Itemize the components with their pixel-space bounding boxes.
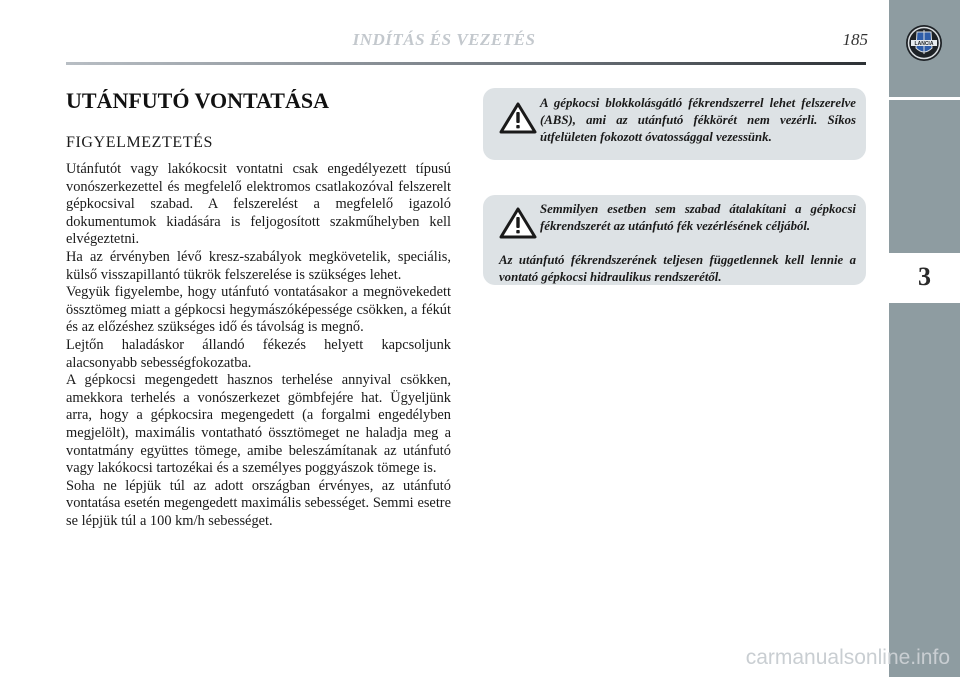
page-number: 185 — [842, 30, 868, 49]
paragraph: Utánfutót vagy lakókocsit vontatni csak engedélyezett típusú vonószerkezettel és megfelelő elektromos csatlakozóval felszerelt gépkocsival szabad. A felszerelést a megfelelő igazoló dokumentumok kiadására is feljogosított szakműhelyben kell elvégeztetni. — [66, 161, 451, 248]
paragraph: Ha az érvényben lévő kresz-szabályok megkövetelik, speciális, külső visszapillantó tükrök felszerelése is szükséges lehet. — [66, 248, 451, 283]
header-rule — [66, 62, 866, 65]
chapter-number: 3 — [918, 262, 931, 291]
section-title: UTÁNFUTÓ VONTATÁSA — [66, 88, 329, 113]
warning-text: Semmilyen esetben sem szabad átalakítani a gépkocsi fékrendszerét az utánfutó fék vezérlésének céljából. — [540, 202, 856, 233]
paragraph: Vegyük figyelembe, hogy utánfutó vontatásakor a megnövekedett össztömeg miatt a gépkocsi hegymászóképessége csökken, a fékút és az előzéshez szükséges idő és távolság is megnő. — [66, 284, 451, 336]
svg-text:LANCIA: LANCIA — [914, 41, 934, 47]
warning-subheading: FIGYELMEZTETÉS — [66, 134, 214, 151]
running-header: INDÍTÁS ÉS VEZETÉS — [352, 30, 536, 49]
warning-text: Az utánfutó fékrendszerének teljesen függetlennek kell lennie a vontató gépkocsi hidraulikus rendszerétől. — [499, 253, 856, 284]
watermark: carmanualsonline.info — [745, 646, 950, 669]
warning-triangle-icon — [499, 102, 537, 134]
lancia-logo-icon — [905, 24, 943, 62]
chapter-side-tab — [889, 0, 960, 677]
body-text — [66, 161, 451, 530]
tab-divider — [889, 97, 960, 100]
warning-text: A gépkocsi blokkolásgátló fékrendszerrel lehet felszerelve (ABS), ami az utánfutó fékkörét nem vezérli. Síkos útfelületen fokozott óvatossággal vezessünk. — [540, 96, 856, 144]
paragraph: Soha ne lépjük túl az adott országban érvényes, az utánfutó vontatása esetén megengedett maximális sebességet. Semmi esetre se lépjük túl a 100 km/h sebességet. — [66, 477, 451, 529]
warning-triangle-icon — [499, 207, 537, 239]
warning-box-abs — [483, 88, 866, 160]
tab-divider — [889, 300, 960, 303]
paragraph: A gépkocsi megengedett hasznos terhelése annyival csökken, amekkora terhelés a vonószerkezet gömbfejére hat. Ügyeljünk arra, hogy a gépkocsira megengedett (a forgalmi engedélyben megjelölt), maximális vontatható össztömeget ne haladja meg a vontatmány együttes tömege, amibe beleszámítanak az utánfutó vagy lakókocsi tartozékai és a személyes poggyászok tömege is. — [66, 372, 451, 477]
paragraph: Lejtőn haladáskor állandó fékezés helyett kapcsoljunk alacsonyabb sebességfokozatba. — [66, 336, 451, 371]
warning-box-brake-system — [483, 195, 866, 285]
